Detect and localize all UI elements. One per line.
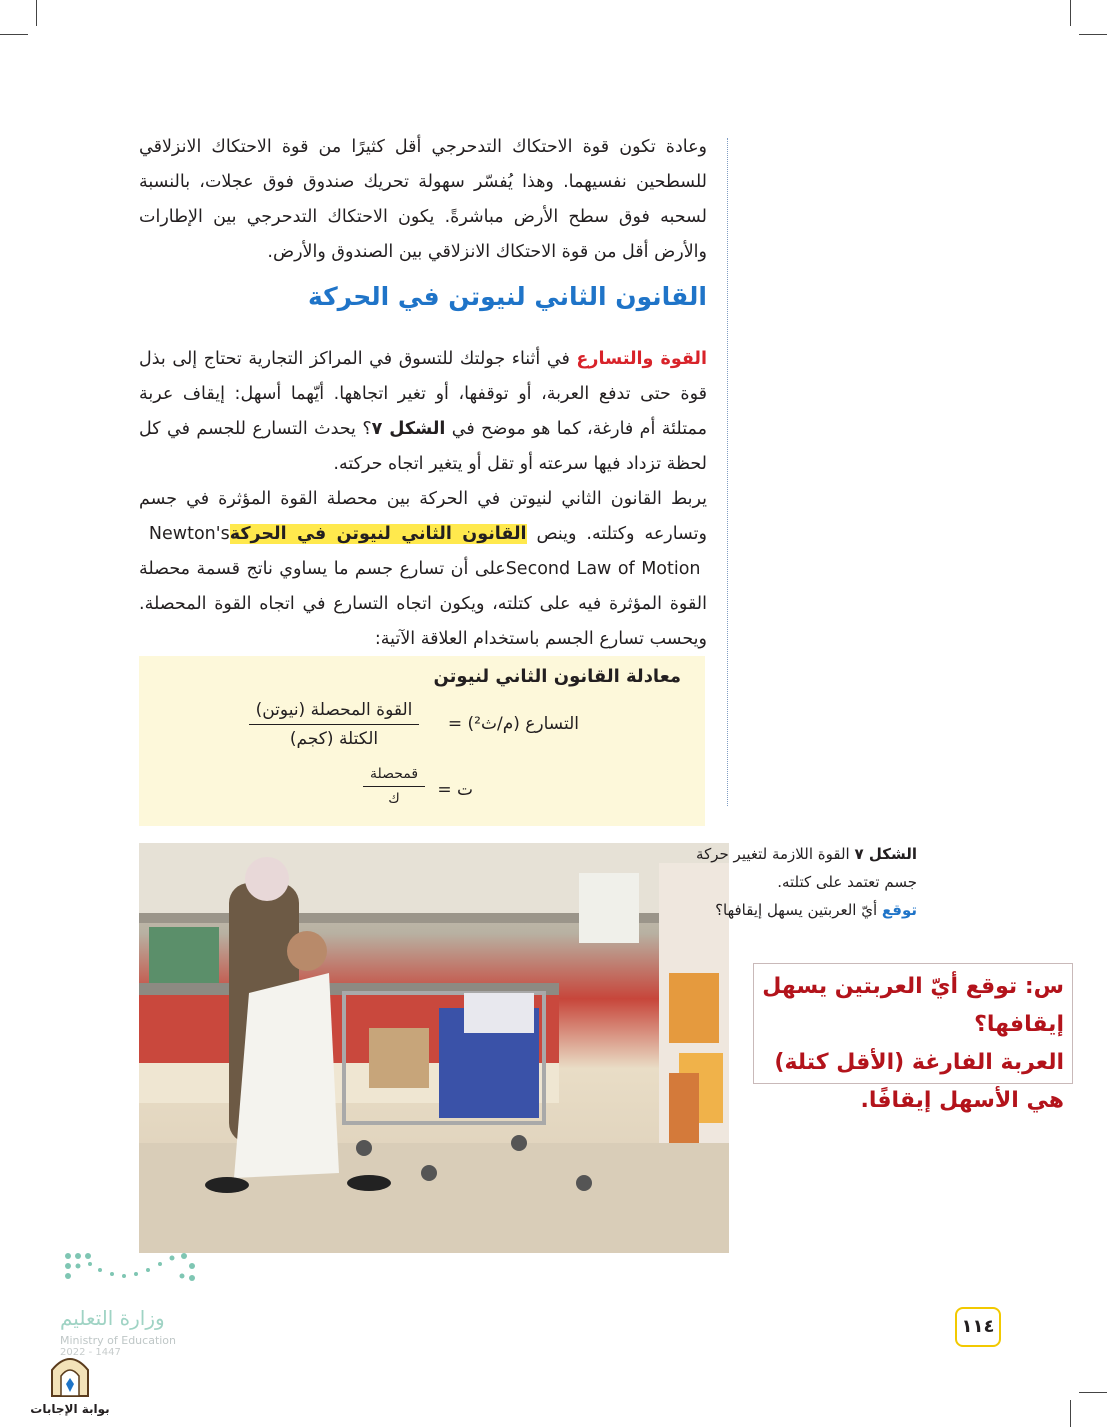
second-law-paragraph xyxy=(139,482,707,657)
section-title: القانون الثاني لنيوتن في الحركة xyxy=(307,282,707,311)
term-force-acceleration: القوة والتسارع xyxy=(576,349,707,369)
symbol-denominator: ك xyxy=(388,791,400,807)
ministry-dots-icon xyxy=(60,1250,200,1294)
symbol-fraction xyxy=(363,766,425,807)
fraction-denominator: الكتلة (كجم) xyxy=(289,729,379,749)
shopping-cart-photo xyxy=(139,843,729,1253)
force-acceleration-paragraph xyxy=(139,342,707,482)
equation-box xyxy=(139,656,705,826)
portal-label: بوابة الإجابات xyxy=(30,1402,110,1416)
answer-box xyxy=(753,963,1073,1113)
fraction-numerator: القوة المحصلة (نيوتن) xyxy=(249,700,419,725)
ministry-year: 2022 - 1447 xyxy=(60,1347,121,1358)
page-number: ١١٤ xyxy=(955,1307,1001,1347)
mosque-dome-icon xyxy=(47,1348,93,1398)
crop-mark xyxy=(1070,0,1071,26)
symbol-numerator: قمحصلة xyxy=(363,766,425,787)
law-text-2: على أن تسارع جسم ما يساوي ناتج قسمة محصلة القوة المؤثرة فيه على كتلته، ويكون اتجاه التسارع في اتجاه القوة المحصلة. ويحسب تسارع الجسم باستخدام العلاقة الآتية: xyxy=(139,559,707,649)
ministry-logo xyxy=(60,1250,210,1358)
caption-label: الشكل ٧ xyxy=(854,845,917,863)
figure-reference: الشكل ٧ xyxy=(371,419,446,439)
answer-text: العربة الفارغة (الأقل كتلة) هي الأسهل إيقافًا. xyxy=(774,1050,1064,1113)
force-text-2: ؟ يحدث التسارع للجسم في كل لحظة تزداد فيها سرعته أو تقل أو يتغير اتجاه حركته. xyxy=(139,419,707,474)
law-english-term: Newton's Second Law of Motion xyxy=(139,524,708,579)
equation-title: معادلة القانون الثاني لنيوتن xyxy=(433,666,681,687)
equation-lhs: التسارع (م/ث²) = xyxy=(447,714,579,734)
crop-mark xyxy=(0,34,28,35)
caption-question: أيّ العربتين يسهل إيقافها؟ xyxy=(715,901,882,919)
intro-text: وعادة تكون قوة الاحتكاك التدحرجي أقل كثيرًا من قوة الاحتكاك الانزلاقي للسطحين نفسيهما. وهذا يُفسّر سهولة تحريك صندوق فوق عجلات، بالنسبة لسحبه فوق سطح الأرض مباشرةً. يكون الاحتكاك التدحرجي بين الإطارات والأرض أقل من قوة الاحتكاك الانزلاقي بين الصندوق والأرض. xyxy=(139,137,707,262)
answers-portal-logo xyxy=(30,1348,110,1416)
ministry-arabic: وزارة التعليم xyxy=(60,1306,165,1330)
caption-text: القوة اللازمة لتغيير حركة جسم تعتمد على كتلته. xyxy=(696,845,917,891)
figure-caption xyxy=(682,840,917,924)
answer-question: س: توقع أيّ العربتين يسهل إيقافها؟ xyxy=(762,974,1064,1037)
intro-paragraph xyxy=(139,130,707,270)
crop-mark xyxy=(1079,34,1107,35)
photo-illustration xyxy=(139,843,729,1253)
crop-mark xyxy=(36,0,37,26)
caption-predict: توقع xyxy=(881,901,917,919)
symbol-lhs: ت = xyxy=(437,780,473,800)
crop-mark xyxy=(1070,1400,1071,1427)
ministry-english: Ministry of Education xyxy=(60,1334,177,1347)
law-text-1: يربط القانون الثاني لنيوتن في الحركة بين محصلة القوة المؤثرة في جسم وتسارعه وكتلته. وينص xyxy=(139,489,707,544)
word-fraction xyxy=(249,700,419,749)
crop-mark xyxy=(1079,1392,1107,1393)
column-divider xyxy=(727,138,728,806)
force-text-1: في أثناء جولتك للتسوق في المراكز التجارية تحتاج إلى بذل قوة حتى تدفع العربة، أو توقفها، أو تغير اتجاهها. أيّهما أسهل: إيقاف عربة ممتلئة أم فارغة، كما هو موضح في xyxy=(139,349,707,439)
law-highlight: القانون الثاني لنيوتن في الحركة xyxy=(229,524,527,544)
